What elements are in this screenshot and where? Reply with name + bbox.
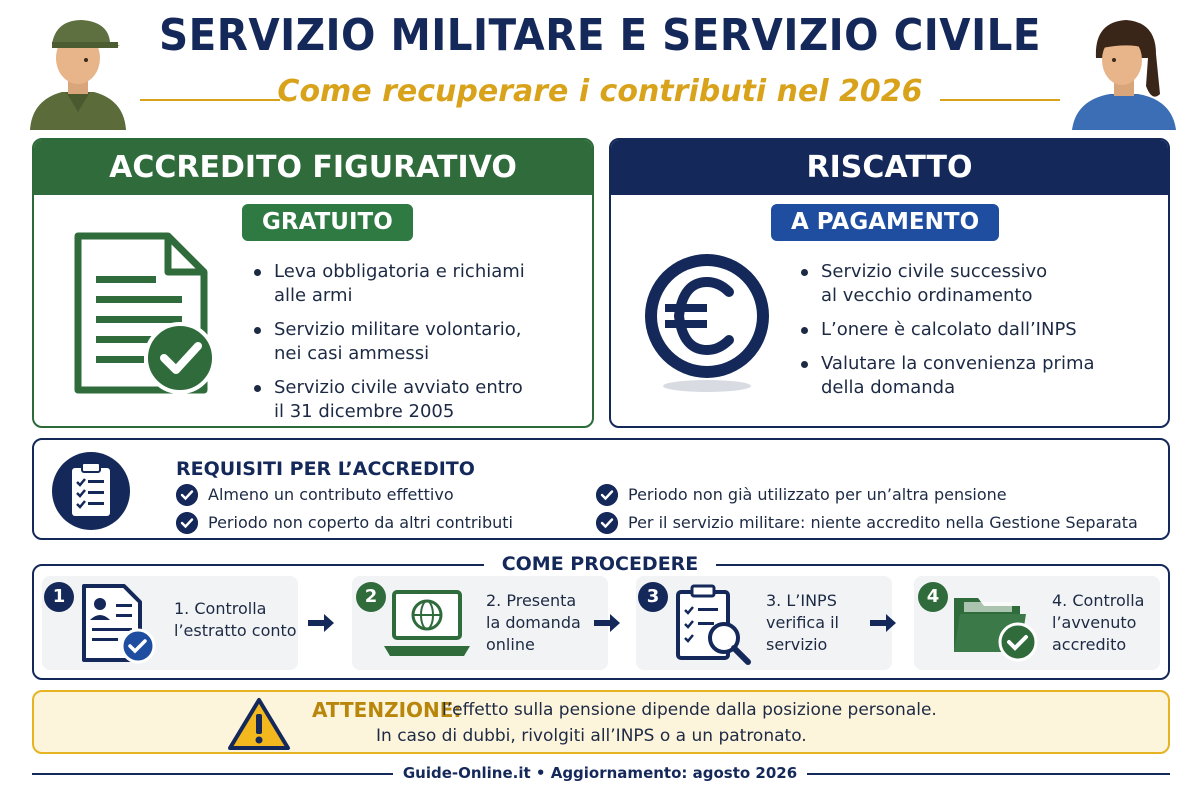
check-circle-icon [596,512,618,534]
clipboard-magnifier-icon [674,582,754,666]
step-number: 1 [44,582,74,612]
arrow-right-icon [868,612,898,634]
page-title: SERVIZIO MILITARE E SERVIZIO CIVILE [159,10,1041,61]
laptop-globe-icon [382,586,472,662]
check-circle-icon [176,484,198,506]
list-item: Servizio militare volontario, nei casi ammessi [252,318,582,366]
list-item: L’onere è calcolato dall’INPS [799,318,1149,342]
step-text: 1. Controlla l’estratto conto [174,599,297,640]
document-check-icon [72,230,222,400]
clipboard-circle [52,452,130,530]
accredito-figurativo-panel [32,138,594,428]
riscatto-title: RISCATTO [611,140,1168,195]
step-text: 3. L’INPS verifica il servizio [766,591,839,654]
accredito-list [252,260,582,428]
arrow-right-icon [306,612,336,634]
arrow-right-icon [592,612,622,634]
requirement-item: Periodo non coperto da altri contributi [176,512,513,534]
riscatto-list [799,260,1149,410]
check-circle-icon [596,484,618,506]
step-number: 3 [638,582,668,612]
riscatto-panel [609,138,1170,428]
warning-text-line2: In caso di dubbi, rivolgiti all’INPS o a un patronato. [376,726,807,746]
requirement-item: Per il servizio militare: niente accredito nella Gestione Separata [596,512,1138,534]
procedure-title: COME PROCEDERE [484,552,716,576]
step-number: 4 [918,582,948,612]
requirements-title: REQUISITI PER L’ACCREDITO [176,458,475,480]
folder-check-icon [950,588,1044,664]
warning-box [32,690,1170,754]
list-item: Leva obbligatoria e richiami alle armi [252,260,582,308]
list-item: Servizio civile avviato entro il 31 dicembre 2005 [252,376,582,424]
warning-text-line1: l’effetto sulla pensione dipende dalla posizione personale. [442,700,937,720]
step-text: 4. Controlla l’avvenuto accredito [1052,591,1145,654]
requirement-item: Almeno un contributo effettivo [176,484,454,506]
warning-triangle-icon [226,696,292,752]
id-document-icon [80,582,160,666]
accredito-figurativo-title: ACCREDITO FIGURATIVO [34,140,592,195]
footer-text: Guide-Online.it • Aggiornamento: agosto 2026 [0,764,1200,782]
step-text: 2. Presenta la domanda online [486,591,581,654]
procedure-step-4 [914,576,1160,670]
page-subtitle: Come recuperare i contributi nel 2026 [277,74,923,109]
requirement-item: Periodo non già utilizzato per un’altra pensione [596,484,1007,506]
clipboard-checklist-icon [52,452,130,530]
procedure-step-2 [352,576,608,670]
list-item: Valutare la convenienza prima della domanda [799,352,1149,400]
gratuito-badge: GRATUITO [242,204,413,241]
euro-coin-icon [637,246,777,396]
warning-label: ATTENZIONE: [312,698,462,722]
list-item: Servizio civile successivo al vecchio ordinamento [799,260,1149,308]
step-number: 2 [356,582,386,612]
procedure-step-3 [636,576,892,670]
check-circle-icon [176,512,198,534]
requirements-box [32,438,1170,540]
a-pagamento-badge: A PAGAMENTO [771,204,999,241]
procedure-step-1 [42,576,298,670]
